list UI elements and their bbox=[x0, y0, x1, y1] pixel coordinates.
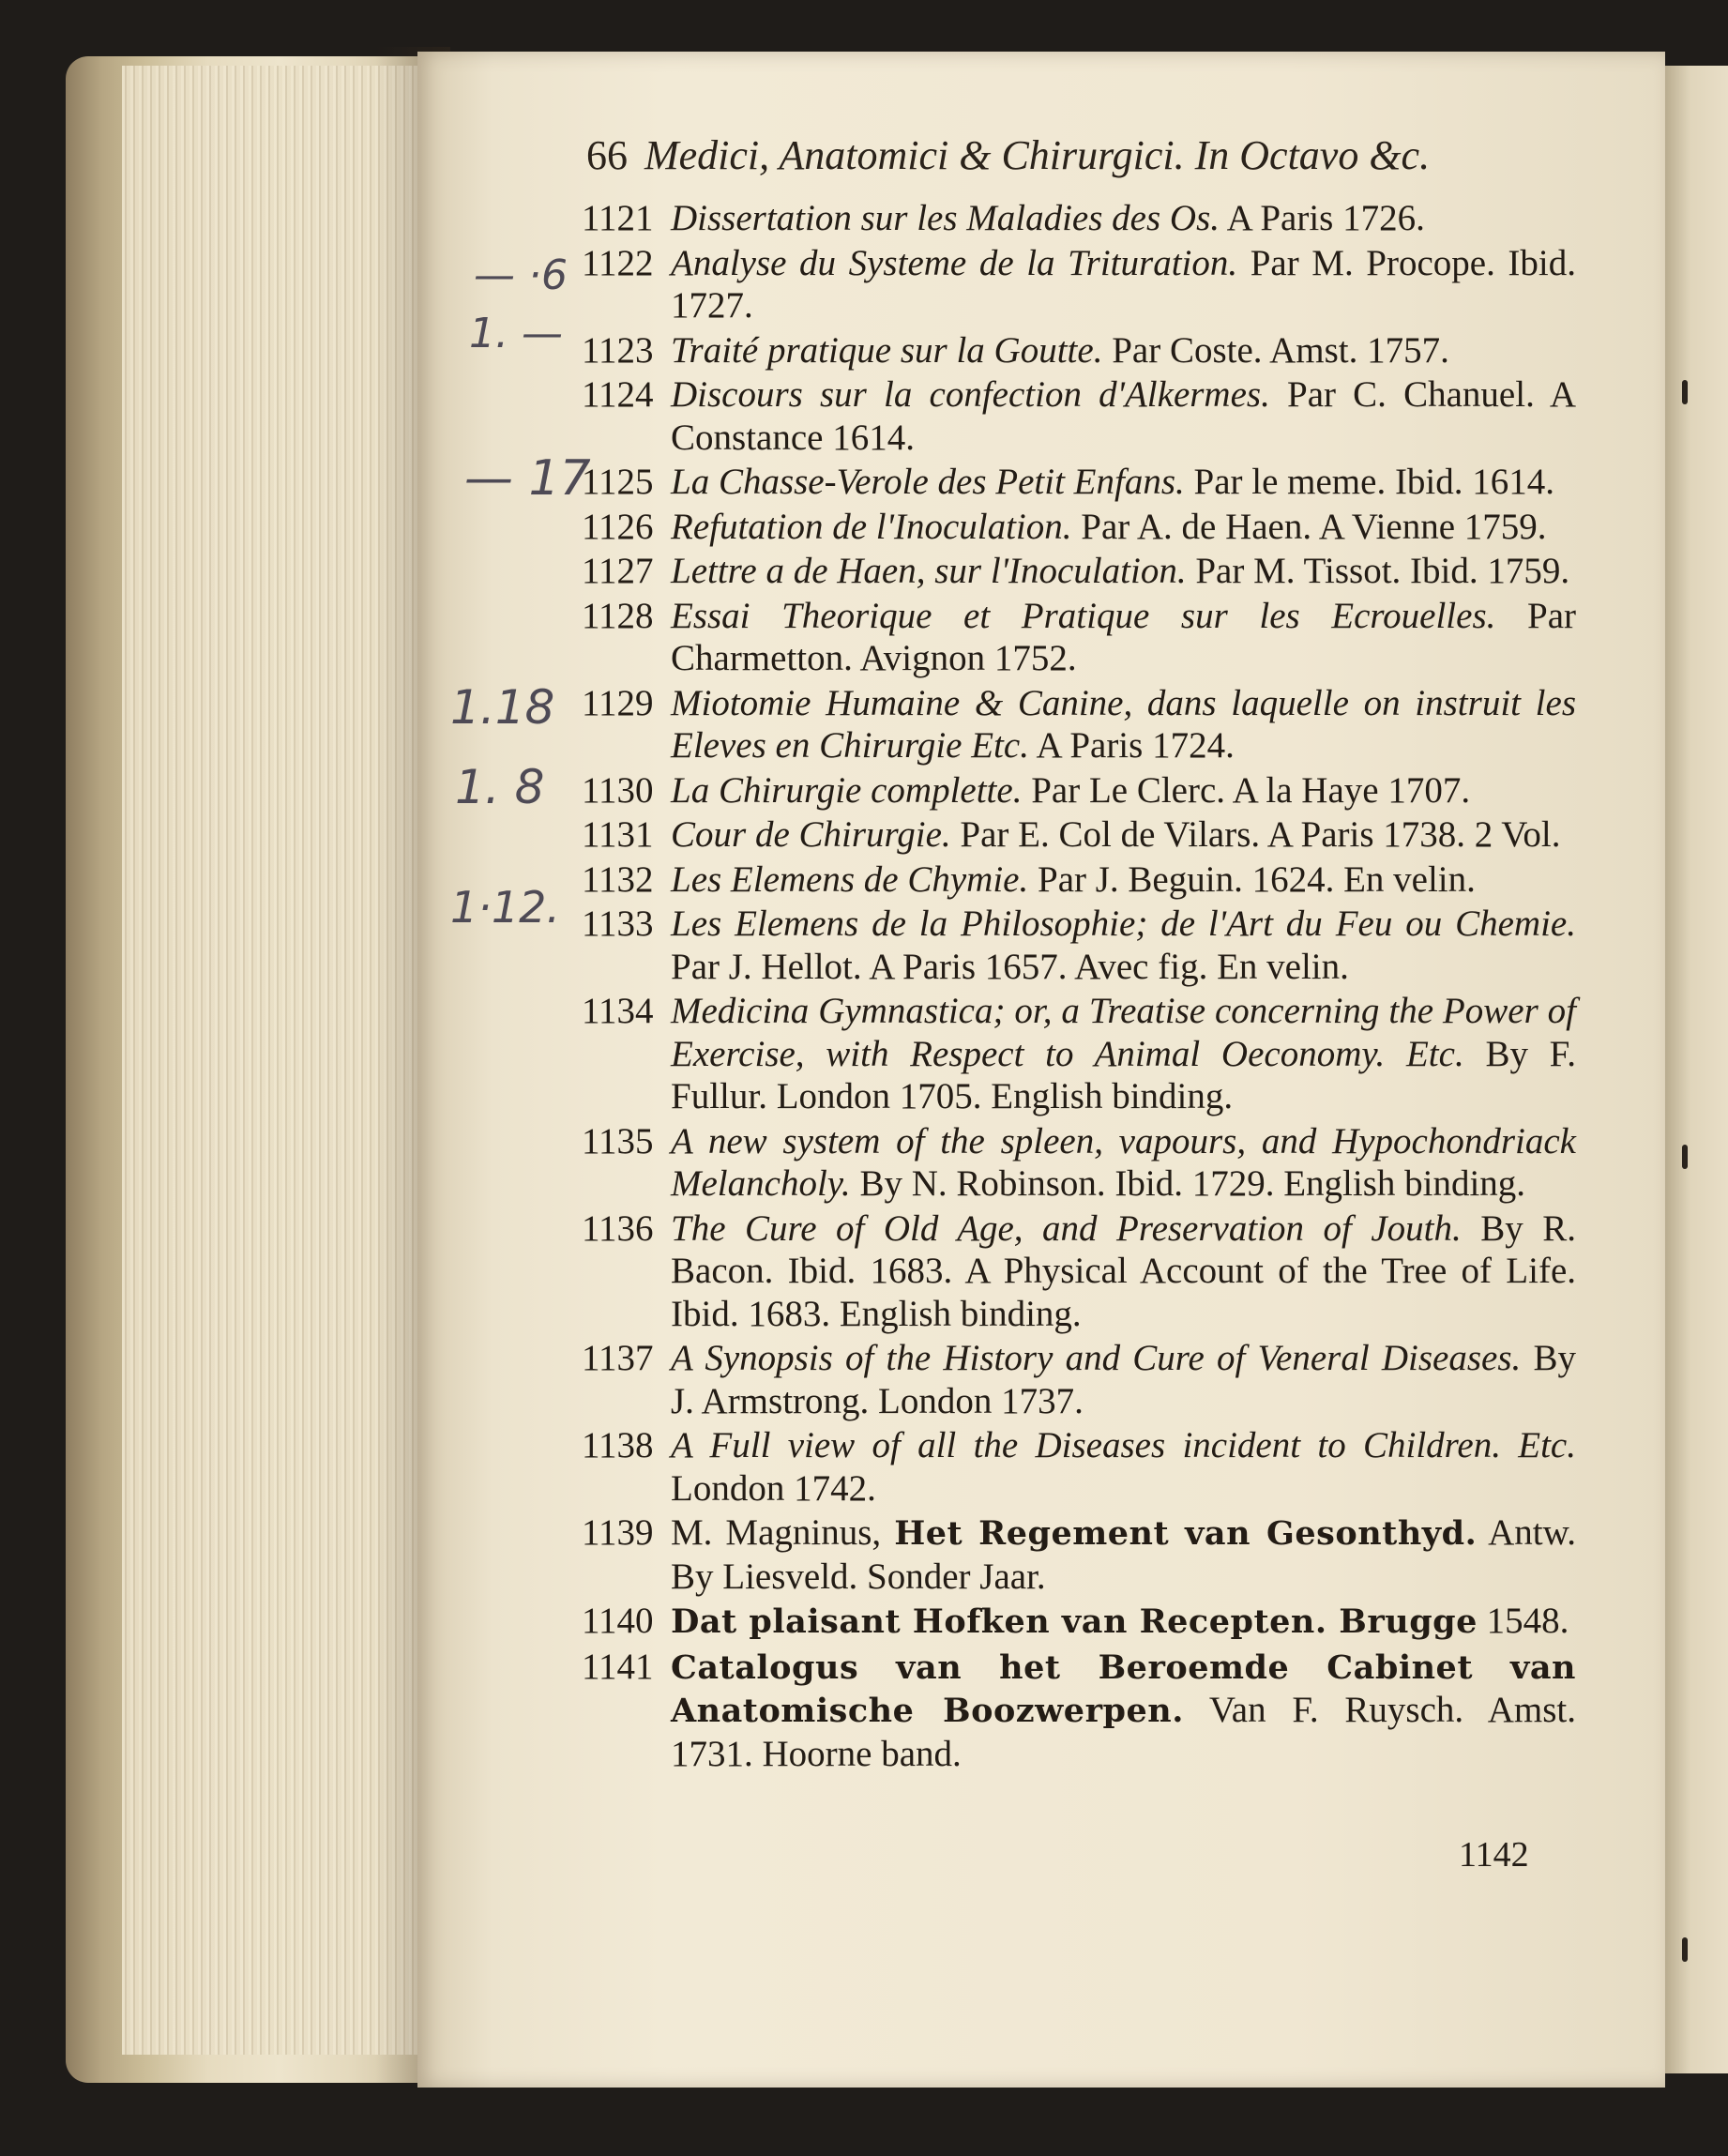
entry-details: By R. Bacon. Ibid. 1683. A Physical Account of the Tree of Life. Ibid. 1683. English binding. bbox=[671, 1207, 1576, 1334]
entry-title: La Chirurgie complette. bbox=[671, 769, 1023, 811]
entry-number: 1129 bbox=[582, 682, 654, 723]
catalogue-entry bbox=[582, 461, 1576, 504]
running-title: Medici, Anatomici & Chirurgici. In Octavo &c. bbox=[644, 132, 1431, 178]
entry-title: The Cure of Old Age, and Preservation of Jouth. bbox=[671, 1207, 1462, 1249]
entry-title: Refutation de l'Inoculation. bbox=[671, 506, 1072, 547]
entry-number: 1138 bbox=[582, 1425, 654, 1465]
entry-number: 1135 bbox=[582, 1120, 654, 1162]
catalogue-entry bbox=[582, 595, 1576, 680]
catalogue-entry bbox=[582, 550, 1576, 593]
entry-blackletter-title: Het Regement van Gesonthyd. bbox=[894, 1514, 1478, 1553]
entry-blackletter-title: Dat plaisant Hofken van Recepten. Brugge bbox=[671, 1602, 1478, 1641]
entry-details: Par Coste. Amst. 1757. bbox=[1102, 329, 1449, 371]
catalogue-entry bbox=[582, 242, 1576, 327]
catalogue-entry bbox=[582, 769, 1576, 812]
entry-number: 1137 bbox=[582, 1338, 654, 1378]
entry-title: Lettre a de Haen, sur l'Inoculation. bbox=[671, 551, 1187, 591]
entry-details-continued: Antw. By Liesveld. Sonder Jaar. bbox=[671, 1512, 1577, 1597]
handwritten-annotation: — 17 bbox=[464, 450, 591, 507]
handwritten-annotation: 1.18 bbox=[450, 680, 555, 735]
entry-number: 1122 bbox=[582, 242, 654, 283]
entry-number: 1133 bbox=[582, 903, 654, 944]
next-page-edge bbox=[1665, 66, 1728, 2073]
entry-details: Par M. Tissot. Ibid. 1759. bbox=[1186, 551, 1570, 591]
entry-title: Analyse du Systeme de la Trituration. bbox=[671, 242, 1238, 283]
catalogue-entry bbox=[582, 903, 1576, 988]
entry-details: A Paris 1724. bbox=[1028, 725, 1235, 766]
entry-details: Par A. de Haen. A Vienne 1759. bbox=[1071, 506, 1547, 547]
entry-number: 1121 bbox=[582, 198, 654, 238]
entry-number: 1130 bbox=[582, 769, 654, 811]
entry-title: Medicina Gymnastica; or, a Treatise concerning the Power of Exercise, with Respect to Animal Oeconomy. Etc. bbox=[671, 991, 1576, 1074]
catalogue-entry bbox=[582, 506, 1576, 549]
catalogue-entry bbox=[582, 1120, 1576, 1206]
page-notch bbox=[1682, 1937, 1688, 1962]
entry-details: Par E. Col de Vilars. A Paris 1738. 2 Vol. bbox=[950, 814, 1561, 855]
entry-number: 1132 bbox=[582, 858, 654, 900]
entry-title: La Chasse-Verole des Petit Enfans. bbox=[671, 462, 1185, 502]
entry-title: Miotomie Humaine & Canine, dans laquelle on instruit les Eleves en Chirurgie Etc. bbox=[671, 682, 1576, 766]
page-notch bbox=[1682, 380, 1688, 404]
catalogue-entry bbox=[582, 990, 1576, 1118]
entry-number: 1124 bbox=[582, 374, 654, 415]
running-header bbox=[586, 131, 1571, 179]
entry-number: 1126 bbox=[582, 506, 654, 547]
entry-details: Par J. Beguin. 1624. En velin. bbox=[1028, 858, 1476, 900]
entry-details: London 1742. bbox=[671, 1467, 876, 1509]
entry-title: Les Elemens de Chymie. bbox=[671, 858, 1029, 900]
entry-details-continued: Van F. Ruysch. Amst. 1731. Hoorne band. bbox=[671, 1690, 1576, 1774]
catalogue-entry bbox=[582, 1424, 1576, 1510]
entry-number: 1141 bbox=[582, 1646, 654, 1687]
entry-details: Par Le Clerc. A la Haye 1707. bbox=[1022, 769, 1471, 811]
catalogue-entry bbox=[582, 373, 1576, 459]
entry-title: A Full view of all the Diseases incident to Children. Etc. bbox=[671, 1425, 1576, 1465]
entry-number: 1123 bbox=[582, 329, 654, 371]
entry-title: Traité pratique sur la Goutte. bbox=[671, 329, 1103, 371]
handwritten-annotation: 1. — bbox=[469, 310, 563, 357]
entry-details: By J. Armstrong. London 1737. bbox=[671, 1338, 1576, 1421]
entry-number: 1134 bbox=[582, 991, 654, 1031]
entry-number: 1136 bbox=[582, 1207, 654, 1249]
entry-details: Par M. Procope. Ibid. 1727. bbox=[671, 242, 1576, 326]
entry-details: By N. Robinson. Ibid. 1729. English binding. bbox=[850, 1163, 1526, 1204]
entry-details: Par le meme. Ibid. 1614. bbox=[1184, 462, 1555, 502]
page-number: 66 bbox=[586, 132, 628, 178]
catalogue-entries bbox=[582, 197, 1576, 1777]
entry-number: 1125 bbox=[582, 462, 654, 502]
entry-details: M. Magninus, bbox=[671, 1512, 895, 1553]
entry-title: Les Elemens de la Philosophie; de l'Art du Feu ou Chemie. bbox=[671, 903, 1576, 944]
catalogue-entry bbox=[582, 1207, 1576, 1336]
entry-title: A new system of the spleen, vapours, and Hypochondriack Melancholy. bbox=[671, 1120, 1576, 1204]
entry-number: 1131 bbox=[582, 814, 654, 855]
page-notch bbox=[1682, 1145, 1688, 1169]
entry-details: Par C. Chanuel. A Constance 1614. bbox=[671, 374, 1576, 458]
entry-details: A Paris 1726. bbox=[1220, 198, 1425, 238]
entry-number: 1140 bbox=[582, 1601, 654, 1641]
catalogue-entry bbox=[582, 813, 1576, 857]
catchword: 1142 bbox=[1459, 1835, 1529, 1875]
catalogue-entry bbox=[582, 1646, 1576, 1776]
catalogue-entry bbox=[582, 1337, 1576, 1422]
entry-number: 1128 bbox=[582, 595, 654, 636]
catalogue-entry bbox=[582, 1511, 1576, 1598]
catalogue-entry bbox=[582, 858, 1576, 902]
catalogue-entry bbox=[582, 329, 1576, 372]
entry-number: 1127 bbox=[582, 551, 654, 591]
entry-title: Essai Theorique et Pratique sur les Ecrouelles. bbox=[671, 595, 1496, 636]
entry-title: Dissertation sur les Maladies des Os. bbox=[671, 198, 1220, 238]
entry-blackletter-title: Catalogus van het Beroemde Cabinet van Anatomische Boozwerpen. bbox=[671, 1647, 1576, 1730]
entry-details-continued: 1548. bbox=[1477, 1601, 1569, 1641]
entry-details: Par Charmetton. Avignon 1752. bbox=[671, 595, 1576, 678]
handwritten-annotation: — ·6 bbox=[474, 251, 568, 299]
handwritten-annotation: 1·12. bbox=[450, 882, 561, 933]
entry-title: Discours sur la confection d'Alkermes. bbox=[671, 374, 1270, 415]
catalogue-entry bbox=[582, 197, 1576, 240]
entry-details: By F. Fullur. London 1705. English binding. bbox=[671, 1033, 1576, 1116]
catalogue-entry bbox=[582, 1600, 1576, 1644]
entry-title: Cour de Chirurgie. bbox=[671, 814, 951, 855]
entry-details: Par J. Hellot. A Paris 1657. Avec fig. En velin. bbox=[671, 946, 1349, 987]
entry-title: A Synopsis of the History and Cure of Veneral Diseases. bbox=[671, 1338, 1522, 1378]
entry-number: 1139 bbox=[582, 1512, 654, 1553]
catalogue-entry bbox=[582, 682, 1576, 767]
handwritten-annotation: 1. 8 bbox=[455, 760, 545, 814]
